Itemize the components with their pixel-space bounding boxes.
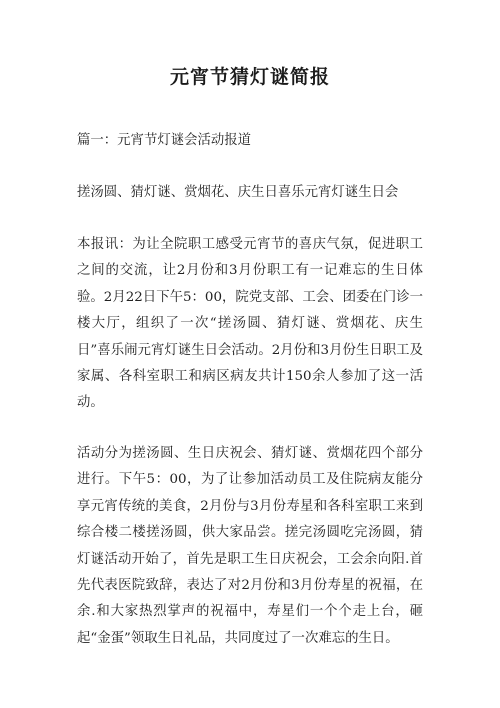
event-subtitle: 搓汤圆、猜灯谜、赏烟花、庆生日喜乐元宵灯谜生日会 bbox=[77, 185, 399, 200]
paragraph-report-intro bbox=[77, 232, 423, 417]
section-heading: 篇一：元宵节灯谜会活动报道 bbox=[77, 133, 252, 148]
document-title: 元宵节猜灯谜简报 bbox=[169, 66, 330, 88]
paragraph-activity-details bbox=[77, 441, 423, 652]
paragraph-text: 活动分为搓汤圆、生日庆祝会、猜灯谜、赏烟花四个部分进行。下午5：00，为了让参加活动员工及住院病友能分享元宵传统的美食，2月份与3月份寿星和各科室职工来到综合楼二楼搓汤圆，供大家品尝。搓完汤圆吃完汤圆，猜灯谜活动开始了，首先是职工生日庆祝会，工会余向阳.首先代表医院致辞，表达了对2月份和3月份寿星的祝福，在余.和大家热烈掌声的祝福中，寿星们一个个走上台，砸起“金蛋”领取生日礼品，共同度过了一次难忘的生日。 bbox=[77, 446, 423, 646]
paragraph-text: 本报讯：为让全院职工感受元宵节的喜庆气氛，促进职工之间的交流，让2月份和3月份职工有一记难忘的生日体验。2月22日下午5：00，院党支部、工会、团委在门诊一楼大厅，组织了一次“搓汤圆、猜灯谜、赏烟花、庆生日”喜乐闹元宵灯谜生日会活动。2月份和3月份生日职工及家属、各科室职工和病区病友共计150余人参加了这一活动。 bbox=[77, 237, 423, 411]
